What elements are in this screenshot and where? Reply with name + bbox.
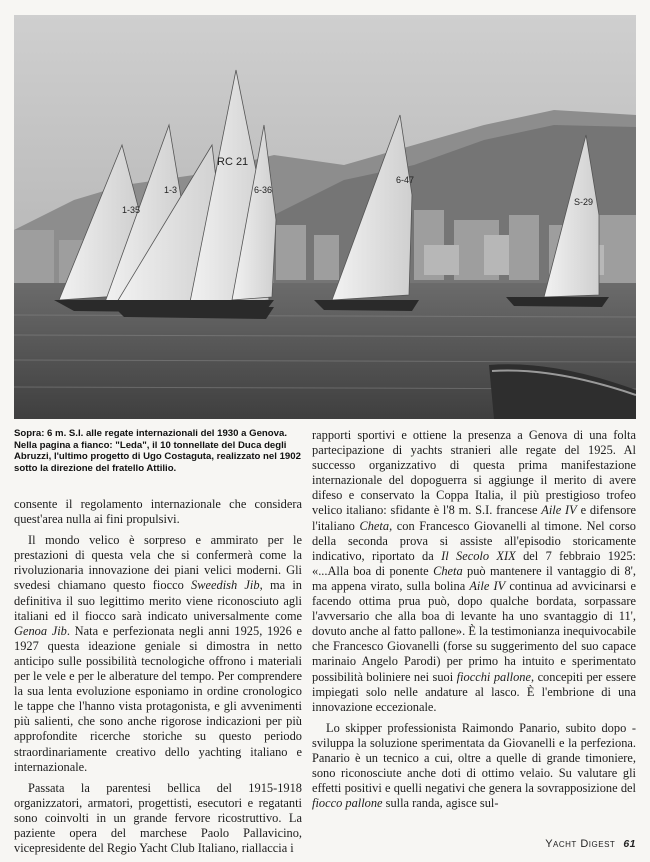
paragraph: Il mondo velico è sorpreso e ammirato per le prestazioni di questa vela che si confermerà come la rivoluzionaria innovazione dei piani velici moderni. Gli svedesi chiamano questo fiocco Sweedish Jib, ma in definitiva il suo legittimo merito viene riconosciuto agli italiani ed il fiocco sarà indicato universalmente come Genoa Jib. Nata e perfezionata negli anni 1925, 1926 e 1927 questa ideazione geniale si dimostra in netto anticipo sulle possibilità tecnologiche offrono i materiali per le vele e per le alberature del tempo. Per comprendere la sua lenta evoluzione esponiamo in ordine cronologico le tappe che l'hanno vista protagonista, e gli avvenimenti più salienti, che sono anche rigorose indicazioni per più approfondite ricerche storiche su questo periodo straordinariamente creativo dello yachting italiano e internazionale. [14,533,302,774]
page-footer [545,838,636,850]
paragraph: Lo skipper professionista Raimondo Panario, subito dopo - sviluppa la soluzione sperimentata da Giovanelli e la perfeziona. Panario è un tecnico a cui, oltre a quelle di grande timoniere, sono riconosciute anche doti di ottimo velaio. Su valutare gli effetti positivi e quelli negativi che genera la sovrapposizione del fiocco pallone sulla randa, agisce sul- [312,720,636,811]
sail-number-6: S-29 [574,197,594,207]
sail-number-2: 1-3 [164,185,178,195]
sailboats-illustration [14,15,636,419]
paragraph: Passata la parentesi bellica del 1915-1918 organizzatori, armatori, progettisti, esecutori e regatanti sono coinvolti in un grande fervore ricostruttivo. La paziente opera del marchese Paolo Pallavicino, vicepresidente del Regio Yacht Club Italiano, riallaccia i [14,780,302,856]
page-number: 61 [623,838,636,850]
sail-number-1: 1-35 [122,205,141,215]
left-column [14,497,302,856]
sail-number-5: 6-47 [396,175,415,185]
photo-caption: Sopra: 6 m. S.I. alle regate internazionali del 1930 a Genova. Nella pagina a fianco: "Leda", il 10 tonnellate del Duca degli Abruzzi, l'ultimo progetto di Ugo Costaguta, realizzato nel 1902 sotto la direzione del fratello Attilio. [14,428,301,474]
right-column [312,428,636,811]
sail-number-3: RC 21 [217,156,249,168]
magazine-name: Yacht Digest [545,838,616,850]
regatta-photo [14,15,636,419]
sail-number-4: 6-36 [254,185,273,195]
paragraph: rapporti sportivi e ottiene la presenza a Genova di una folta partecipazione di yachts stranieri alle regate del 1925. Al successo organizzativo di questa prima manifestazione internazionale del dopoguerra si aggiunge il merito di avere difeso e conservato la Coppa Italia, il più prestigioso trofeo velico italiano: sfidante è l'8 m. S.I. francese Aile IV e difensore l'italiano Cheta, con Francesco Giovanelli al timone. Nel corso della seconda prova si assiste all'episodio storicamente indicativo, riportato da Il Secolo XIX del 7 febbraio 1925: «...Alla boa di ponente Cheta può mantenere il vantaggio di 8', ma appena virato, sulla bolina Aile IV continua ad avvicinarsi e facendo ottima prua può, dopo qualche bordata, sorpassare l'avversario che alla boa di levante ha uno svantaggio di 11', dovuto anche al fatto pallone». È la testimonianza inequivocabile che Francesco Giovanelli (forse su suggerimento del suo capace marinaio Angelo Parodi) per primo ha intuito e sperimentato possibilità boliniere nei suoi fiocchi pallone, concepiti per essere impiegati solo nelle andature al lasco. È l'embrione di una innovazione eccezionale. [312,428,637,714]
paragraph: consente il regolamento internazionale che considera quest'area nulla ai fini propulsivi. [14,497,302,527]
